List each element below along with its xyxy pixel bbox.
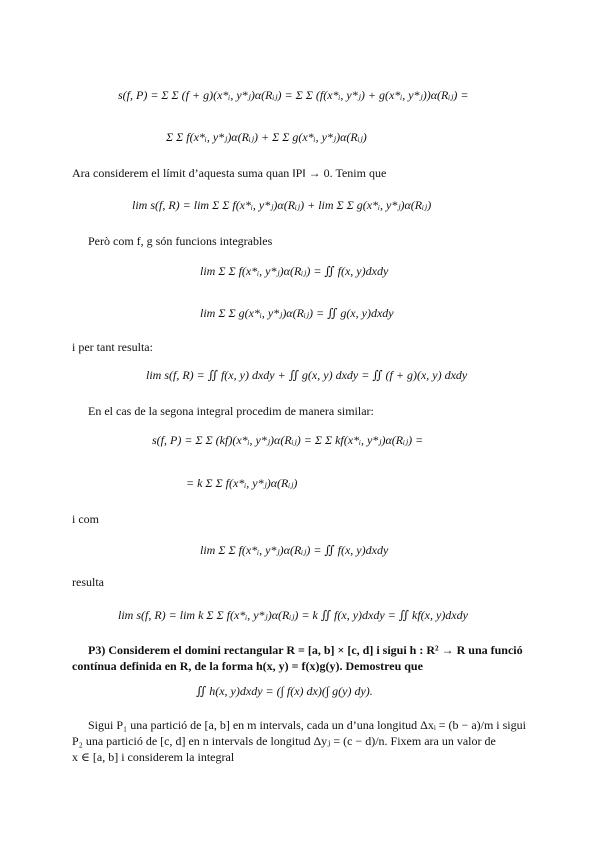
- text-integrable: Però com f, g són funcions integrables: [88, 234, 273, 248]
- equation-scalar-line2: = k Σ Σ f(x*ᵢ, y*ⱼ)α(Rᵢⱼ): [186, 476, 298, 490]
- equation-limit-sum: lim s(f, R) = lim Σ Σ f(x*ᵢ, y*ⱼ)α(Rᵢⱼ) + lim Σ Σ g(x*ᵢ, y*ⱼ)α(Rᵢⱼ): [132, 198, 432, 212]
- equation-fubini-product: ∬ h(x, y)dxdy = (∫ f(x) dx)(∫ g(y) dy).: [196, 684, 373, 698]
- equation-limit-f: lim Σ Σ f(x*ᵢ, y*ⱼ)α(Rᵢⱼ) = ∬ f(x, y)dxdy: [200, 264, 389, 278]
- text-and-since: i com: [72, 512, 99, 526]
- equation-scalar-line1: s(f, P) = Σ Σ (kf)(x*ᵢ, y*ⱼ)α(Rᵢⱼ) = Σ Σ kf(x*ᵢ, y*ⱼ)α(Rᵢⱼ) =: [152, 433, 424, 447]
- equation-limit-g: lim Σ Σ g(x*ᵢ, y*ⱼ)α(Rᵢⱼ) = ∬ g(x, y)dxdy: [200, 306, 394, 320]
- text-result: resulta: [72, 575, 104, 589]
- text-therefore: i per tant resulta:: [72, 340, 153, 354]
- equation-scalar-limit: lim s(f, R) = lim k Σ Σ f(x*ᵢ, y*ⱼ)α(Rᵢⱼ) = k ∬ f(x, y)dxdy = ∬ kf(x, y)dxdy: [118, 608, 468, 622]
- problem-p3-line1: P3) Considerem el domini rectangular R = [a, b] × [c, d] i sigui h : R² → R una funció: [88, 643, 523, 657]
- text-partition-line1: Sigui P₁ una partició de [a, b] en m intervals, cada un d’una longitud Δxᵢ = (b − a)/m i sigui: [88, 718, 526, 732]
- text-partition-line2: P₂ una partició de [c, d] en n intervals de longitud Δyⱼ = (c − d)/n. Fixem ara un valor de: [72, 734, 496, 748]
- equation-limit-f-again: lim Σ Σ f(x*ᵢ, y*ⱼ)α(Rᵢⱼ) = ∬ f(x, y)dxdy: [200, 543, 389, 557]
- equation-linearity-sum: lim s(f, R) = ∬ f(x, y) dxdy + ∬ g(x, y) dxdy = ∬ (f + g)(x, y) dxdy: [146, 368, 468, 382]
- text-second-integral: En el cas de la segona integral procedim de manera similar:: [88, 404, 374, 418]
- problem-p3-line2: contínua definida en R, de la forma h(x, y) = f(x)g(y). Demostreu que: [72, 659, 423, 673]
- text-limit-intro: Ara considerem el límit d’aquesta suma quan ‖P‖ → 0. Tenim que: [72, 166, 387, 180]
- equation-sum-split-line1: s(f, P) = Σ Σ (f + g)(x*ᵢ, y*ⱼ)α(Rᵢⱼ) = Σ Σ (f(x*ᵢ, y*ⱼ) + g(x*ᵢ, y*ⱼ))α(Rᵢⱼ) =: [118, 88, 469, 102]
- equation-sum-split-line2: Σ Σ f(x*ᵢ, y*ⱼ)α(Rᵢⱼ) + Σ Σ g(x*ᵢ, y*ⱼ)α(Rᵢⱼ): [166, 130, 367, 144]
- text-partition-line3: x ∈ [a, b] i considerem la integral: [72, 750, 235, 764]
